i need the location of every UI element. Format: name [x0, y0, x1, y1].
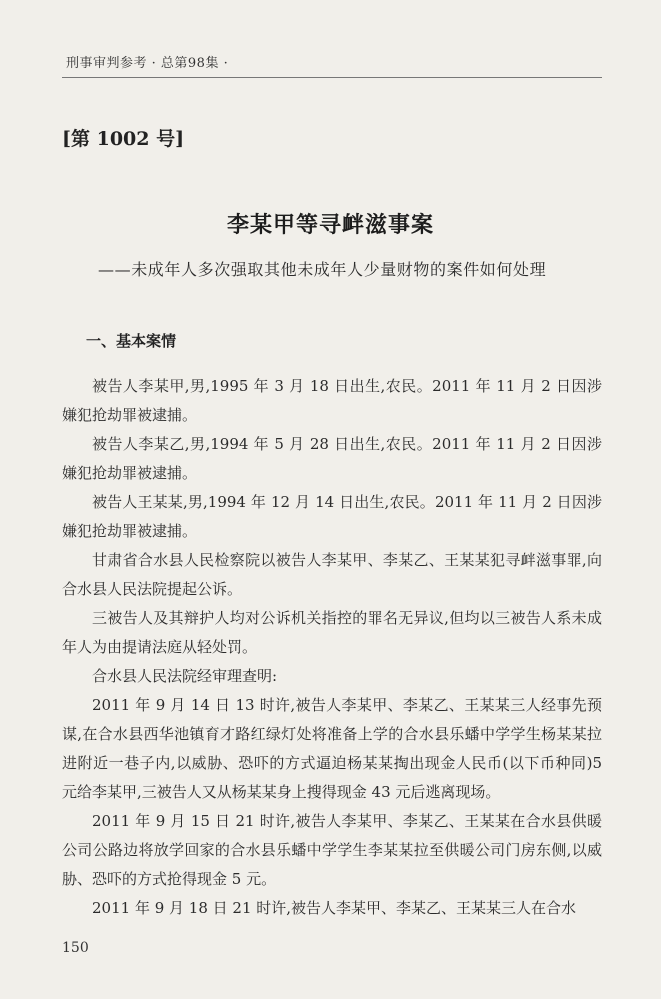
paragraph: 合水县人民法院经审理查明:	[92, 667, 278, 685]
paragraph: 被告人李某乙,男,1994 年 5 月 28 日出生,农民。2011 年 11 月 2 日因涉嫌犯抢劫罪被逮捕。	[62, 435, 602, 482]
running-head: 刑事审判参考 · 总第98集 ·	[66, 56, 229, 71]
paragraph: 2011 年 9 月 14 日 13 时许,被告人李某甲、李某乙、王某某三人经事先预谋,在合水县西华池镇育才路红绿灯处将准备上学的合水县乐蟠中学学生杨某某拉进附近一巷子内,以威胁、恐吓的方式逼迫杨某某掏出现金人民币(以下币种同)5 元给李某甲,三被告人又从杨某某身上搜得现金 43 元后逃离现场。	[62, 696, 602, 801]
paragraph: 被告人王某某,男,1994 年 12 月 14 日出生,农民。2011 年 11 月 2 日因涉嫌犯抢劫罪被逮捕。	[62, 493, 602, 540]
body-text	[62, 372, 602, 923]
paragraph: 2011 年 9 月 18 日 21 时许,被告人李某甲、李某乙、王某某三人在合水	[92, 899, 577, 917]
paragraph: 被告人李某甲,男,1995 年 3 月 18 日出生,农民。2011 年 11 月 2 日因涉嫌犯抢劫罪被逮捕。	[62, 377, 602, 424]
header-divider	[62, 77, 602, 78]
paragraph: 2011 年 9 月 15 日 21 时许,被告人李某甲、李某乙、王某某在合水县供暖公司公路边将放学回家的合水县乐蟠中学学生李某某拉至供暖公司门房东侧,以威胁、恐吓的方式抢得现金 5 元。	[62, 812, 602, 888]
page-number: 150	[62, 940, 89, 956]
case-number: [第 1002 号]	[62, 128, 185, 150]
paragraph: 甘肃省合水县人民检察院以被告人李某甲、李某乙、王某某犯寻衅滋事罪,向合水县人民法院提起公诉。	[62, 551, 602, 598]
paragraph: 三被告人及其辩护人均对公诉机关指控的罪名无异议,但均以三被告人系未成年人为由提请法庭从轻处罚。	[62, 609, 602, 656]
section-heading: 一、基本案情	[86, 332, 177, 350]
case-subtitle: ——未成年人多次强取其他未成年人少量财物的案件如何处理	[98, 260, 547, 279]
case-title: 李某甲等寻衅滋事案	[226, 212, 434, 238]
